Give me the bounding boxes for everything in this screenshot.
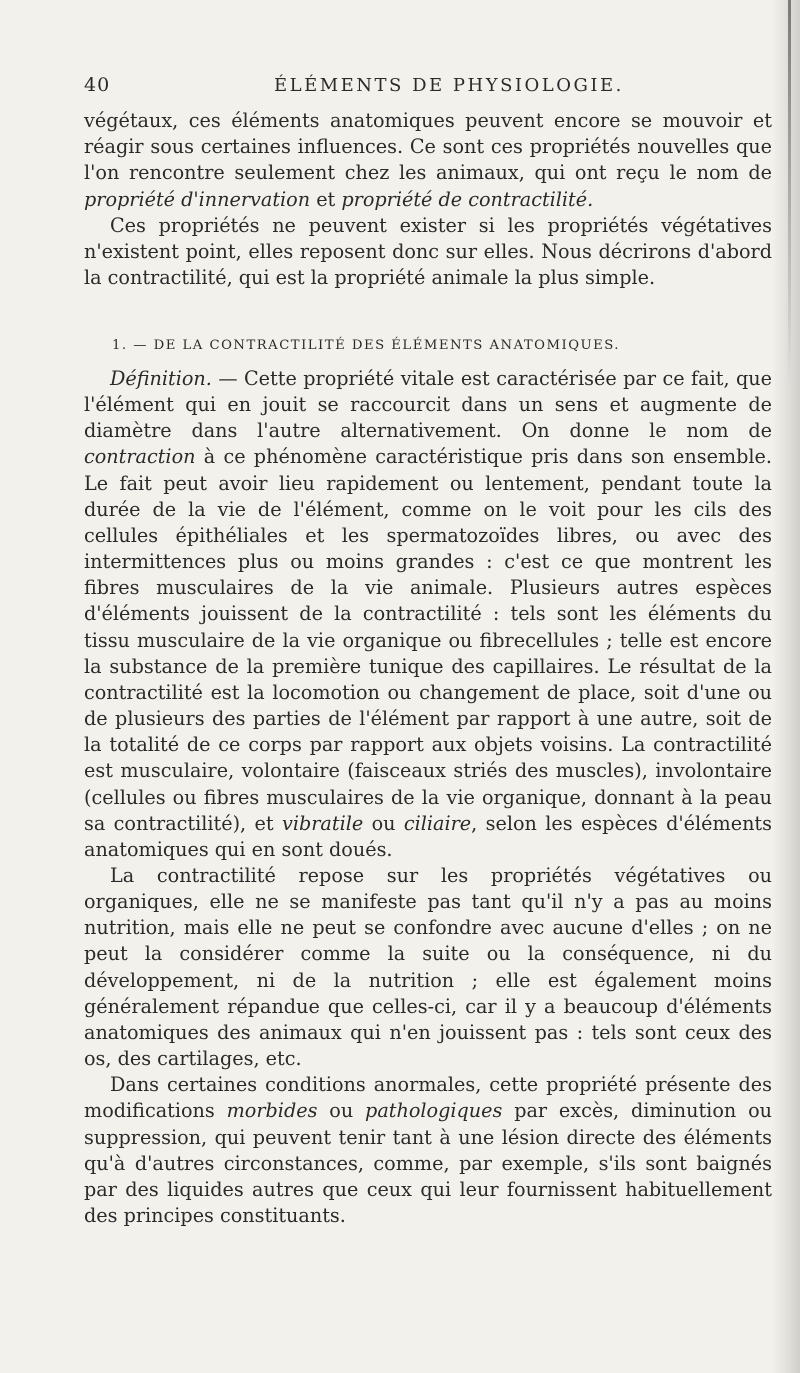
body-italic-term: morbides	[226, 1099, 318, 1123]
section-heading: 1. — DE LA CONTRACTILITÉ DES ÉLÉMENTS ANATOMIQUES.	[112, 338, 621, 353]
running-head: ÉLÉMENTS DE PHYSIOLOGIE.	[274, 75, 624, 96]
body-text	[84, 366, 772, 1229]
body-text-span: ou	[363, 811, 404, 835]
page-number: 40	[84, 74, 111, 96]
intro-text-span: végétaux, ces éléments anatomiques peuvent encore se mouvoir et réagir sous certaines influences. Ce sont ces propriétés nouvelles que l'on rencontre seulement chez les animaux, qui ont reçu le nom de	[84, 109, 772, 185]
page-header	[84, 74, 774, 98]
body-italic-term: contraction	[84, 445, 196, 469]
body-text-span: Dans certaines conditions anormales, cette propriété présente des modifications	[84, 1073, 772, 1123]
intro-italic-term: propriété d'innervation	[84, 187, 311, 211]
body-paragraph-1	[84, 366, 772, 863]
page-edge-line	[788, 0, 791, 380]
body-text-span: ou	[317, 1099, 366, 1123]
intro-paragraph-2: Ces propriétés ne peuvent exister si les propriétés végétatives n'existent point, elles reposent donc sur elles. Nous décrirons d'abord la contractilité, qui est la propriété animale la plus simple.	[84, 213, 772, 290]
definition-label: Définition.	[110, 367, 212, 390]
body-paragraph-3	[84, 1072, 772, 1229]
intro-paragraph-1	[84, 108, 772, 213]
body-text-span: — Cette propriété vitale est caractérisée par ce fait, que l'élément qui en jouit se raccourcit dans un sens et augmente de diamètre dans l'autre alternativement. On donne le nom de	[84, 367, 772, 443]
body-paragraph-2: La contractilité repose sur les propriétés végétatives ou organiques, elle ne se manifeste pas tant qu'il n'y a pas au moins nutrition, mais elle ne peut se confondre avec aucune d'elles ; on ne peut la considérer comme la suite ou la conséquence, ni du développement, ni de la nutrition ; elle est également moins généralement répandue que celles-ci, car il y a beaucoup d'éléments anatomiques des animaux qui n'en jouissent pas : tels sont ceux des os, des cartilages, etc.	[84, 863, 772, 1071]
body-text-span: à ce phénomène caractéristique pris dans son ensemble. Le fait peut avoir lieu rapidement ou lentement, pendant toute la durée de la vie de l'élément, comme on le voit pour les cils des cellules épithéliales et les spermatozoïdes libres, ou avec des intermittences plus ou moins grandes : c'est ce que montrent les fibres musculaires de la vie animale. Plusieurs autres espèces d'éléments jouissent de la contractilité : tels sont les éléments du tissu musculaire de la vie organique ou fibrecellules ; telle est encore la substance de la première tunique des capillaires. Le résultat de la contractilité est la locomotion ou changement de place, soit d'une ou de plusieurs des parties de l'élément par rapport à une autre, soit de la totalité de ce corps par rapport aux objets voisins. La contractilité est musculaire, volontaire (faisceaux striés des muscles), involontaire (cellules ou fibres musculaires de la vie organique, donnant à la peau sa contractilité), et	[84, 445, 772, 835]
intro-text	[84, 108, 772, 291]
page-edge-shadow	[772, 0, 800, 1373]
intro-italic-term: propriété de contractilité.	[341, 187, 594, 211]
body-text-span: par excès, diminution ou suppression, qui peuvent tenir tant à une lésion directe des éléments qu'à d'autres circonstances, comme, par exemple, s'ils sont baignés par des liquides autres que ceux qui leur fournissent habituellement des principes constituants.	[84, 1099, 772, 1227]
intro-text-span: et	[310, 187, 342, 211]
body-italic-term: ciliaire	[403, 811, 472, 835]
body-text-span: , selon les espèces d'éléments anatomiques qui en sont doués.	[84, 811, 772, 861]
body-italic-term: vibratile	[281, 811, 364, 835]
body-italic-term: pathologiques	[365, 1099, 503, 1123]
